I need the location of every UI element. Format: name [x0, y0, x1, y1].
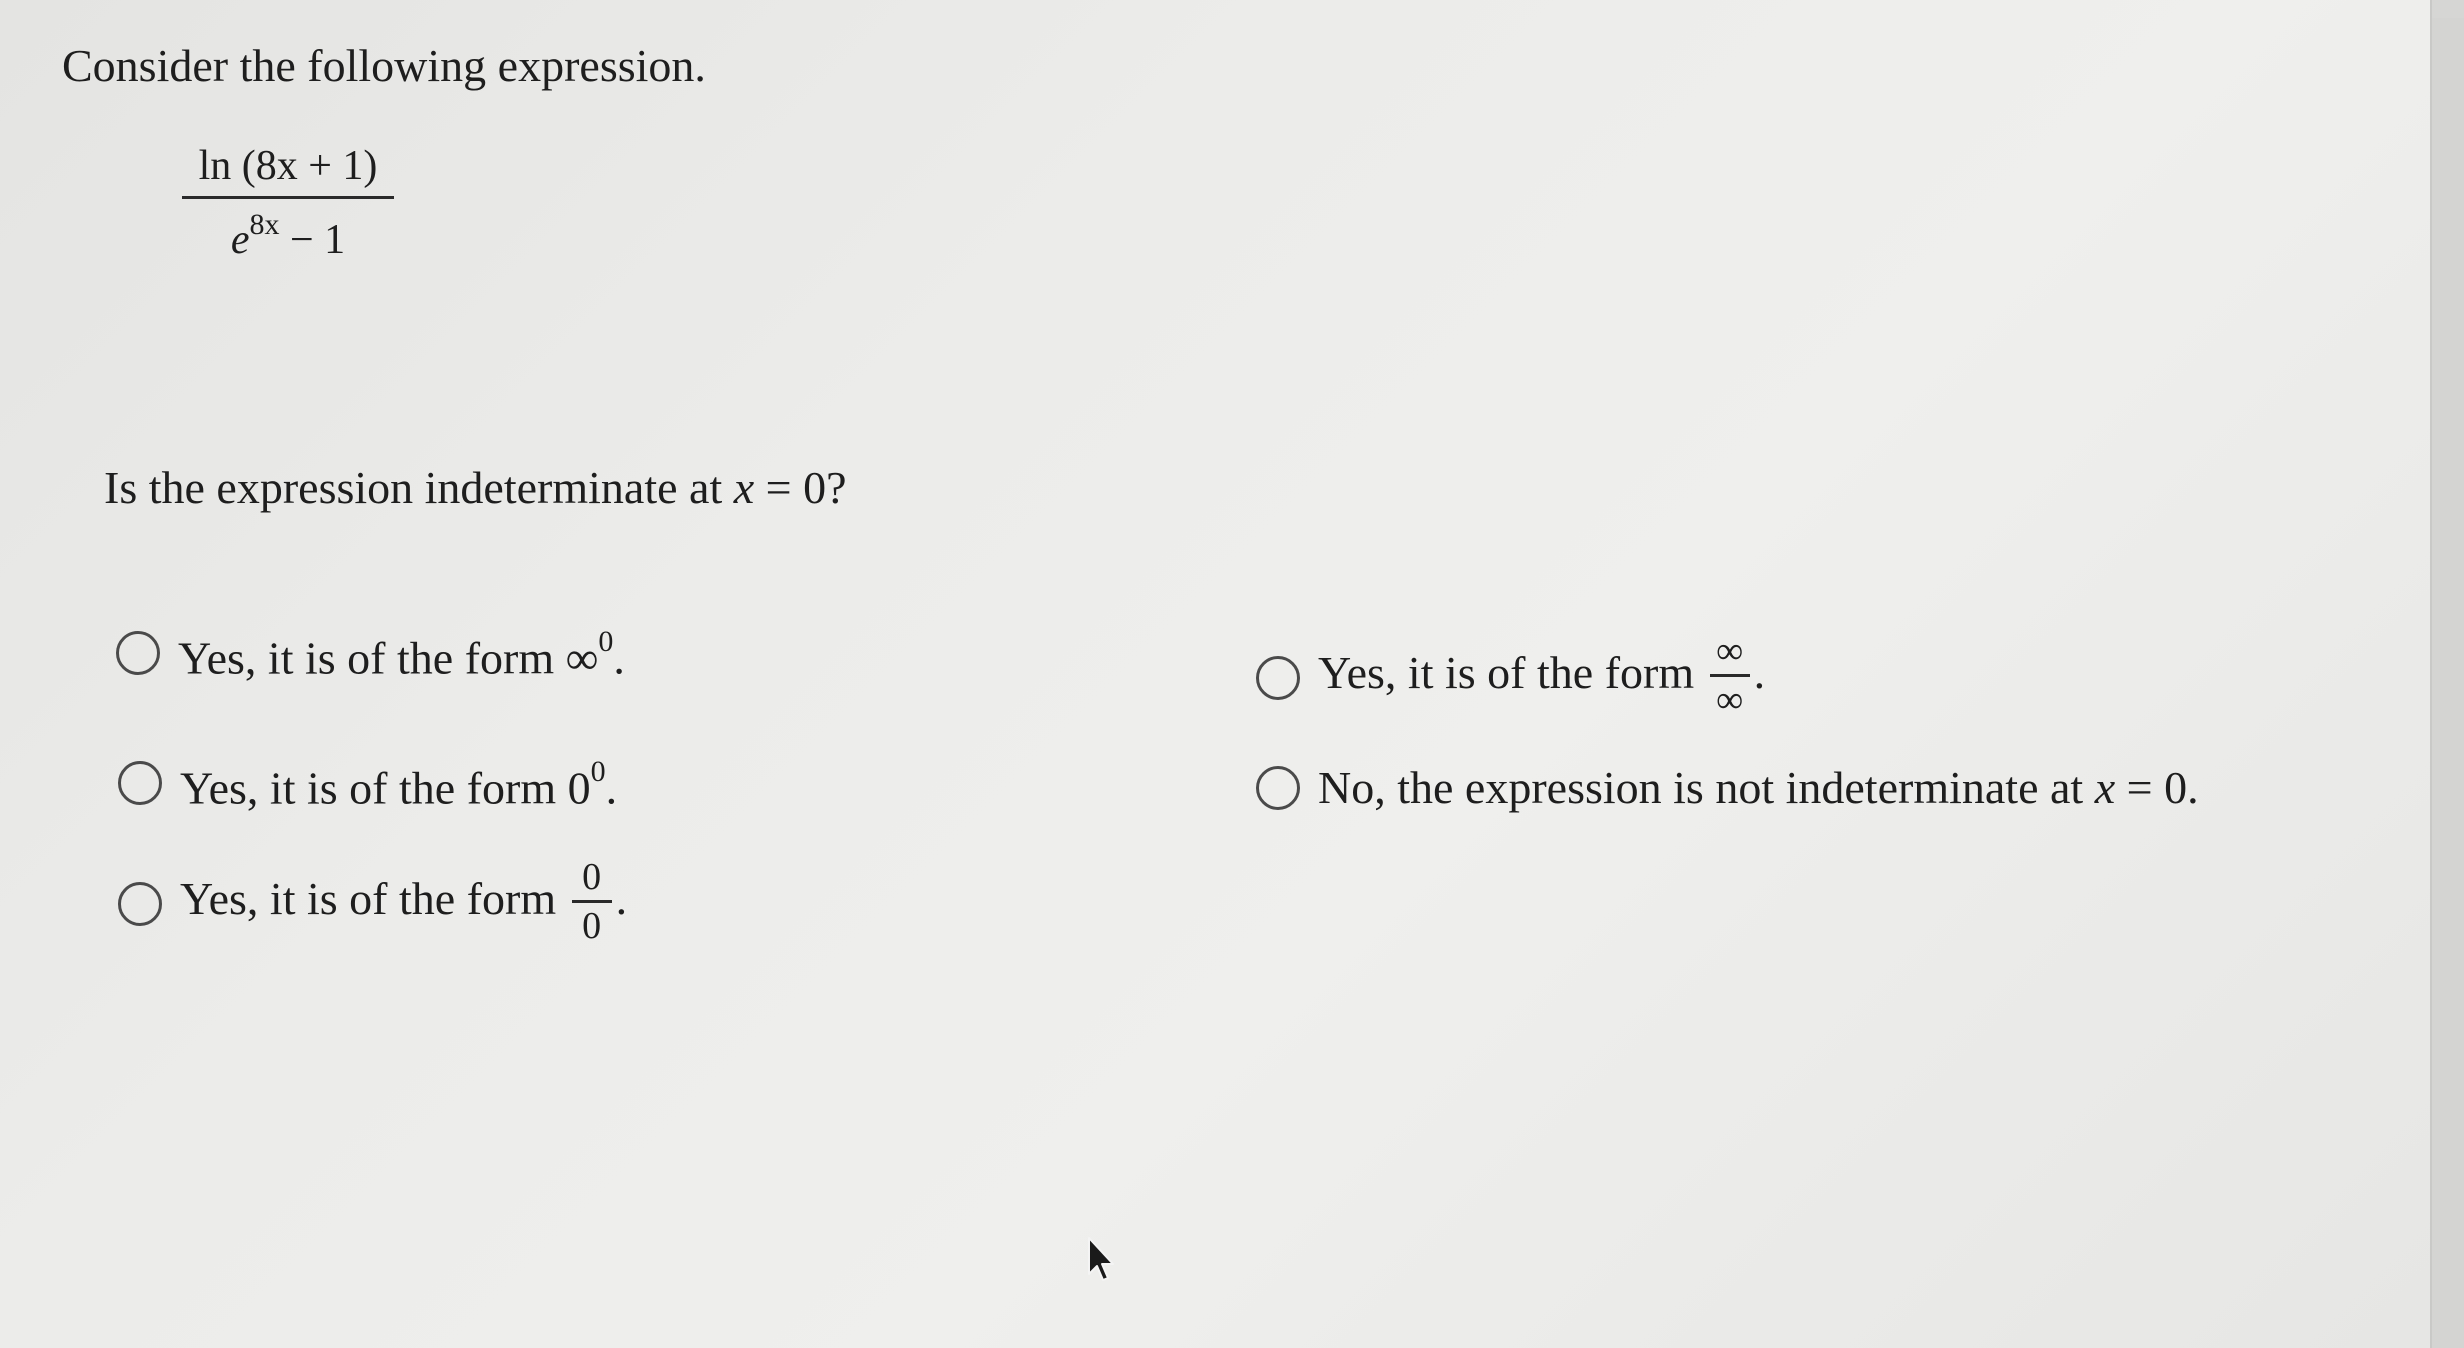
question-var: x [733, 462, 755, 513]
option-text: Yes, it is of the form 0 [180, 762, 591, 814]
expression-numerator: ln (8x + 1) [198, 143, 378, 189]
option-zero-to-zero[interactable] [118, 748, 617, 818]
radio-button[interactable] [1256, 656, 1300, 700]
option-var: x [2094, 762, 2116, 813]
fraction-numerator: 0 [582, 856, 602, 898]
option-label [1318, 630, 1765, 725]
expression-denominator [182, 203, 394, 266]
option-tail: . [605, 762, 618, 814]
option-infinity-over-infinity[interactable] [1256, 630, 1765, 725]
option-infinity-to-zero[interactable] [116, 618, 625, 688]
option-not-indeterminate[interactable] [1256, 758, 2199, 818]
option-text-post: = 0. [2115, 762, 2199, 813]
fraction-bar [182, 196, 394, 199]
option-exponent: 0 [598, 625, 614, 658]
question-post: = 0? [754, 462, 847, 513]
option-label [180, 748, 617, 818]
option-text: Yes, it is of the form ∞ [178, 632, 599, 684]
intro-text: Consider the following expression. [62, 40, 706, 91]
radio-button[interactable] [118, 761, 162, 805]
question-text [104, 458, 847, 518]
radio-button[interactable] [118, 882, 162, 926]
option-fraction [572, 854, 612, 949]
option-tail: . [1753, 647, 1766, 699]
option-label [180, 856, 627, 951]
radio-button[interactable] [1256, 766, 1300, 810]
option-zero-over-zero[interactable] [118, 856, 627, 951]
mouse-cursor-icon [1086, 1236, 1118, 1284]
option-tail: . [615, 873, 628, 925]
option-text: Yes, it is of the form [180, 873, 568, 925]
option-exponent: 0 [590, 755, 606, 788]
option-fraction [1710, 628, 1750, 723]
option-tail: . [613, 632, 625, 684]
option-text: Yes, it is of the form [1318, 647, 1706, 699]
fraction-denominator: 0 [582, 905, 602, 947]
denominator-tail: − 1 [279, 217, 346, 263]
fraction-numerator: ∞ [1716, 630, 1744, 672]
option-text-pre: No, the expression is not indeterminate at [1318, 762, 2095, 813]
radio-button[interactable] [116, 631, 160, 675]
denominator-base: e [230, 217, 250, 263]
option-label [178, 618, 625, 688]
option-label [1318, 758, 2199, 818]
fraction-denominator: ∞ [1716, 679, 1744, 721]
denominator-exponent: 8x [249, 208, 280, 241]
question-pre: Is the expression indeterminate at [104, 462, 734, 513]
expression [182, 138, 394, 266]
